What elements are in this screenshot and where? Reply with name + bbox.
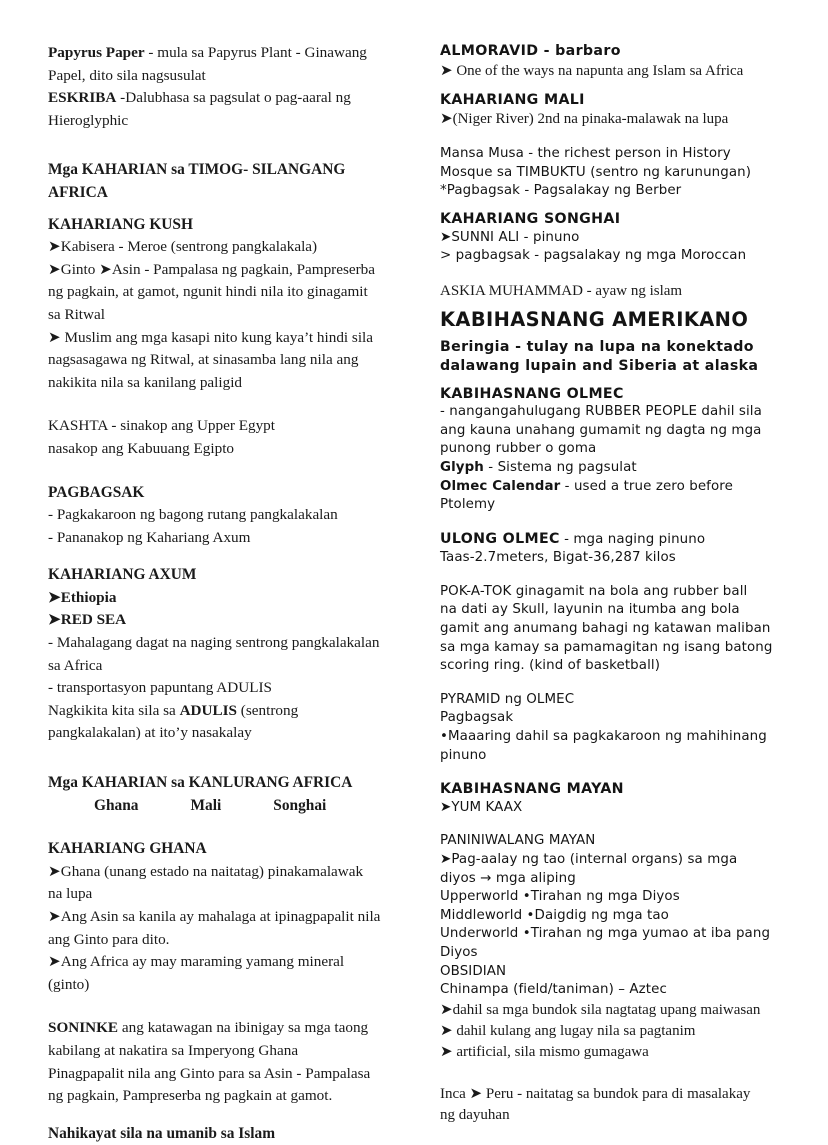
paniniwalang-line-6: Diyos: [440, 944, 478, 960]
kush-bullet-1: ➤Kabisera - Meroe (sentrong pangkalakala): [48, 238, 318, 256]
kingdom-ghana: Ghana: [94, 796, 139, 814]
pagbagsak-line-2: - Pananakop ng Kahariang Axum: [48, 528, 251, 546]
ghana-block: [48, 838, 393, 996]
glyph-term: Glyph: [440, 459, 484, 475]
papyrus-term: Papyrus Paper: [48, 44, 145, 61]
spacer: [48, 461, 393, 482]
askia-muhammad-line: ASKIA MUHAMMAD - ayaw ng islam: [440, 282, 683, 299]
mali-block: [440, 91, 788, 131]
left-column: [48, 42, 393, 1145]
spacer: [440, 82, 788, 91]
heading-kanlurang-africa: Mga KAHARIAN sa KANLURANG AFRICA: [48, 774, 353, 792]
pokatok-line-1: POK-A-TOK ginagamit na bola ang rubber ball: [440, 583, 748, 599]
paniniwalang-mayan-block: [440, 832, 788, 999]
chinampa-bullet-3: ➤ artificial, sila mismo gumagawa: [440, 1043, 649, 1060]
eskriba-term: ESKRIBA: [48, 89, 117, 107]
spacer: [440, 568, 788, 583]
heading-timog-silangang-africa: Mga KAHARIAN sa TIMOG- SILANGANG AFRICA: [48, 161, 346, 201]
mansa-musa-line-1: Mansa Musa - the richest person in History: [440, 146, 731, 162]
eskriba-line-1: [48, 87, 393, 110]
spacer: [440, 765, 788, 780]
kush-bullet-2-line-1: ➤Ginto ➤Asin - Pampalasa ng pagkain, Pampreserba: [48, 260, 376, 278]
soninke-line-1: [48, 1017, 393, 1040]
ghana-bullet-3-line-1: ➤Ang Africa ay may maraming yamang mineral: [48, 953, 345, 971]
papyrus-line-1: [48, 42, 393, 65]
olmec-block: [440, 385, 788, 515]
kingdom-mali: Mali: [190, 796, 222, 814]
adulis-term: ADULIS: [179, 701, 237, 719]
axum-line-4-post: (sentrong: [237, 701, 299, 719]
spacer: [440, 130, 788, 145]
heading-kabihasnang-amerikano: KABIHASNANG AMERIKANO: [440, 307, 749, 331]
olmec-calendar-term: Olmec Calendar: [440, 478, 561, 494]
ulong-olmec-rest: - mga naging pinuno: [559, 531, 706, 547]
olmec-calendar-line-2: Ptolemy: [440, 497, 496, 513]
ghana-heading: KAHARIANG GHANA: [48, 840, 207, 858]
spacer: [48, 996, 393, 1017]
kashta-line-2: nasakop ang Kabuuang Egipto: [48, 439, 235, 457]
papyrus-line-2: Papel, dito sila nagsusulat: [48, 66, 206, 84]
soninke-block: [48, 1017, 393, 1107]
axum-line-1: - Mahalagang dagat na naging sentrong pangkalakalan: [48, 634, 380, 652]
ulong-olmec-line-1: [440, 530, 788, 550]
pyramid-line-4: pinuno: [440, 747, 487, 763]
olmec-heading: KABIHASNANG OLMEC: [440, 385, 624, 402]
mansa-musa-line-3: *Pagbagsak - Pagsalakay ng Berber: [440, 183, 682, 199]
spacer: [440, 676, 788, 691]
kingdom-songhai: Songhai: [273, 796, 327, 814]
chinampa-bullets-block: [440, 1000, 788, 1063]
axum-line-4: [48, 700, 393, 723]
pagbagsak-heading: PAGBAGSAK: [48, 483, 145, 501]
axum-bullet-ethiopia: ➤Ethiopia: [48, 588, 117, 606]
olmec-calendar-line: [440, 478, 788, 497]
soninke-line-1-rest: ang katawagan na ibinigay sa mga taong: [118, 1019, 369, 1037]
paniniwalang-line-2: diyos → mga aliping: [440, 870, 576, 886]
paniniwalang-heading: PANINIWALANG MAYAN: [440, 833, 596, 849]
mayan-bullet-1: ➤YUM KAAX: [440, 799, 523, 815]
pagbagsak-line-1: - Pagkakaroon ng bagong rutang pangkalakalan: [48, 506, 338, 524]
inca-block: [440, 1084, 788, 1126]
almoravid-block: [440, 42, 788, 82]
pokatok-line-3: gamit ang anumang bahagi ng katawan maliban: [440, 621, 771, 637]
mali-bullet-1: ➤(Niger River) 2nd na pinaka-malawak na lupa: [440, 111, 729, 128]
paniniwalang-line-5: Underworld •Tirahan ng mga yumao at iba pang: [440, 926, 771, 942]
spacer: [440, 266, 788, 281]
axum-block: [48, 564, 393, 745]
beringia-line-2: dalawang lupain and Siberia at alaska: [440, 357, 759, 374]
closing-statement: Nahikayat sila na umanib sa Islam: [48, 1124, 276, 1142]
axum-heading: KAHARIANG AXUM: [48, 566, 197, 584]
eskriba-line-1-rest: -Dalubhasa sa pagsulat o pag-aaral ng: [116, 89, 351, 107]
glyph-rest: - Sistema ng pagsulat: [483, 459, 637, 475]
pyramid-block: [440, 691, 788, 765]
songhai-heading: KAHARIANG SONGHAI: [440, 210, 621, 227]
chinampa-bullet-2: ➤ dahil kulang ang lugay nila sa pagtanim: [440, 1022, 696, 1039]
mansa-musa-line-2: Mosque sa TIMBUKTU (sentro ng karunungan): [440, 164, 752, 180]
eskriba-block: [48, 87, 393, 132]
olmec-line-2: ang kauna unahang gumamit ng dagta ng mga: [440, 422, 762, 438]
glyph-line: [440, 459, 788, 478]
chinampa-line: Chinampa (field/taniman) – Aztec: [440, 982, 667, 998]
kush-bullet-3-line-2: nagsasagawa ng Ritwal, at sinasamba lang nila ang: [48, 351, 359, 369]
songhai-bullet-2: > pagbagsak - pagsalakay ng mga Moroccan: [440, 248, 747, 264]
papyrus-block: [48, 42, 393, 87]
spacer: [48, 132, 393, 159]
almoravid-bullet-1: ➤ One of the ways na napunta ang Islam sa Africa: [440, 62, 744, 79]
spacer: [48, 817, 393, 838]
spacer: [48, 205, 393, 214]
mayan-heading: KABIHASNANG MAYAN: [440, 781, 624, 798]
ghana-bullet-1-line-1: ➤Ghana (unang estado na naitatag) pinakamalawak: [48, 862, 364, 880]
kush-bullet-2-line-3: sa Ritwal: [48, 305, 105, 323]
kush-bullet-3-line-1: ➤ Muslim ang mga kasapi nito kung kaya’t hindi sila: [48, 328, 374, 346]
paniniwalang-line-3: Upperworld •Tirahan ng mga Diyos: [440, 889, 680, 905]
songhai-bullet-1: ➤SUNNI ALI - pinuno: [440, 229, 580, 245]
spacer: [440, 1063, 788, 1084]
soninke-line-2: kabilang at nakatira sa Imperyong Ghana: [48, 1041, 299, 1059]
kush-heading: KAHARIANG KUSH: [48, 215, 193, 233]
eskriba-line-2: Hieroglyphic: [48, 111, 129, 129]
paniniwalang-line-4: Middleworld •Daigdig ng mga tao: [440, 907, 669, 923]
pyramid-line-2: Pagbagsak: [440, 710, 514, 726]
pokatok-line-5: scoring ring. (kind of basketball): [440, 658, 661, 674]
ghana-bullet-3-line-2: (ginto): [48, 975, 90, 993]
axum-line-5: pangkalakalan) at ito’y nasakalay: [48, 724, 252, 742]
pyramid-line-3: •Maaaring dahil sa pagkakaroon ng mahihinang: [440, 729, 767, 745]
kush-bullet-3-line-3: nakikita nila sa kanilang paligid: [48, 373, 243, 391]
pokatok-line-4: sa mga kamay sa pamamagitan ng isang batong: [440, 639, 773, 655]
spacer: [440, 376, 788, 385]
olmec-calendar-rest: - used a true zero before: [560, 478, 733, 494]
mansa-musa-block: [440, 145, 788, 201]
axum-line-2: sa Africa: [48, 656, 103, 674]
axum-line-4-pre: Nagkikita kita sila sa: [48, 701, 180, 719]
spacer: [48, 549, 393, 564]
inca-line-2: ng dayuhan: [440, 1106, 510, 1123]
inca-line-1: Inca ➤ Peru - naitatag sa bundok para di masalakay: [440, 1085, 751, 1102]
kashta-line-1: KASHTA - sinakop ang Upper Egypt: [48, 417, 275, 435]
kanluran-kingdom-list: [48, 795, 393, 818]
ulong-olmec-block: [440, 530, 788, 568]
olmec-line-3: punong rubber o goma: [440, 441, 597, 457]
soninke-line-3: Pinagpapalit nila ang Ginto para sa Asin - Pampalasa: [48, 1064, 371, 1082]
kashta-block: [48, 415, 393, 460]
papyrus-line-1-rest: - mula sa Papyrus Plant - Ginawang: [144, 44, 367, 61]
ghana-bullet-2-line-2: ang Ginto para dito.: [48, 930, 170, 948]
beringia-line-1: Beringia - tulay na lupa na konektado: [440, 339, 754, 356]
right-column: [440, 42, 788, 1126]
mali-heading: KAHARIANG MALI: [440, 91, 585, 108]
almoravid-heading: ALMORAVID - barbaro: [440, 43, 621, 59]
spacer: [48, 745, 393, 772]
ulong-olmec-line-2: Taas-2.7meters, Bigat-36,287 kilos: [440, 550, 676, 566]
axum-line-3: - transportasyon papuntang ADULIS: [48, 679, 272, 697]
pokatok-block: [440, 583, 788, 676]
olmec-line-1: - nangangahulugang RUBBER PEOPLE dahil sila: [440, 404, 762, 420]
obsidian-line: OBSIDIAN: [440, 963, 507, 979]
kush-bullet-2-line-2: ng pagkain, at gamot, ngunit hindi nila ito ginagamit: [48, 283, 368, 301]
spacer: [48, 1108, 393, 1123]
ghana-bullet-1-line-2: na lupa: [48, 885, 93, 903]
pyramid-line-1: PYRAMID ng OLMEC: [440, 691, 575, 707]
ghana-bullet-2-line-1: ➤Ang Asin sa kanila ay mahalaga at ipinagpapalit nila: [48, 908, 381, 925]
spacer: [440, 201, 788, 210]
chinampa-bullet-1: ➤dahil sa mga bundok sila nagtatag upang maiwasan: [440, 1001, 761, 1018]
pokatok-line-2: na dati ay Skull, layunin na itumba ang bola: [440, 602, 740, 618]
pagbagsak-block: [48, 482, 393, 550]
songhai-block: [440, 210, 788, 266]
soninke-line-4: ng pagkain, Pampreserba ng pagkain at gamot.: [48, 1087, 333, 1105]
spacer: [440, 817, 788, 832]
soninke-term: SONINKE: [48, 1019, 119, 1037]
spacer: [440, 515, 788, 530]
mayan-block: [440, 780, 788, 817]
axum-bullet-red-sea: ➤RED SEA: [48, 611, 127, 629]
paniniwalang-line-1: ➤Pag-aalay ng tao (internal organs) sa mga: [440, 852, 738, 867]
spacer: [48, 394, 393, 415]
beringia-block: [440, 338, 788, 375]
ulong-olmec-term: ULONG OLMEC: [440, 530, 560, 547]
kush-block: [48, 214, 393, 395]
